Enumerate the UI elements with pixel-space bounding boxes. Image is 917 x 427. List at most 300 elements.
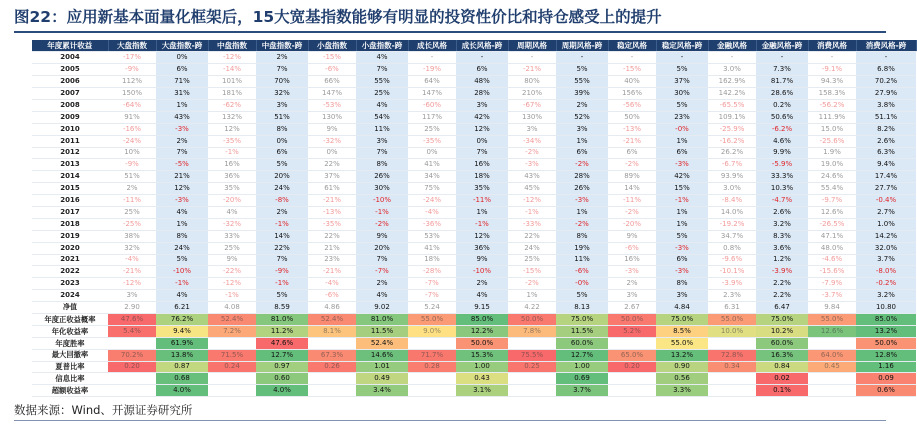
table-cell: 7% (456, 147, 508, 159)
table-cell: 6% (456, 64, 508, 76)
table-cell: 2.7% (856, 206, 916, 218)
table-cell: 9.4% (856, 159, 916, 171)
table-cell: -25.9% (708, 123, 756, 135)
metric-cell: 50.0% (856, 337, 916, 349)
table-cell: -4% (408, 206, 456, 218)
metric-cell: 67.3% (308, 349, 356, 361)
table-cell: 5% (556, 290, 608, 302)
table-cell: -11% (456, 195, 508, 207)
table-cell: -65.5% (708, 99, 756, 111)
table-cell: -13% (608, 123, 656, 135)
column-header: 大盘指数-跨 (156, 40, 208, 52)
table-cell: 91% (108, 111, 156, 123)
table-cell: -5.9% (756, 159, 808, 171)
metric-cell: 3.4% (356, 385, 408, 397)
metric-cell: 1.16 (856, 361, 916, 373)
metric-cell: 55.0% (708, 313, 756, 325)
table-cell: 5% (156, 254, 208, 266)
metric-cell: 13.8% (156, 349, 208, 361)
metric-cell (508, 373, 556, 385)
table-cell: 1.2% (756, 254, 808, 266)
table-cell: 30% (656, 88, 708, 100)
metric-cell: 0.68 (156, 373, 208, 385)
table-cell: 3% (508, 123, 556, 135)
table-cell: -1% (356, 206, 408, 218)
table-cell: 5% (256, 290, 308, 302)
table-cell: -4% (308, 278, 356, 290)
table-row (32, 76, 916, 88)
table-cell: -53% (308, 99, 356, 111)
table-cell: 40% (608, 76, 656, 88)
table-cell: 52% (556, 111, 608, 123)
table-cell: 5% (256, 159, 308, 171)
table-cell: -10.1% (708, 266, 756, 278)
column-header: 成长风格-跨 (456, 40, 508, 52)
row-label: 2006 (32, 76, 108, 88)
metric-cell: 85.0% (856, 313, 916, 325)
table-cell: -3.7% (808, 290, 856, 302)
table-cell: 50% (608, 111, 656, 123)
table-cell: 6% (256, 147, 308, 159)
table-cell: 10% (108, 147, 156, 159)
table-cell: 3.7% (856, 254, 916, 266)
table-cell: 89% (608, 171, 656, 183)
table-cell: 2% (608, 278, 656, 290)
metric-cell: 0.20 (608, 361, 656, 373)
table-row (32, 302, 916, 314)
metric-cell: 75.0% (756, 313, 808, 325)
table-cell: 3.2% (856, 290, 916, 302)
column-header: 稳定风格-跨 (656, 40, 708, 52)
table-cell: 23% (656, 111, 708, 123)
table-cell: -67% (508, 99, 556, 111)
table-cell: 1% (656, 218, 708, 230)
table-cell: -21% (608, 135, 656, 147)
table-cell: -34% (508, 135, 556, 147)
table-cell: 42% (456, 111, 508, 123)
table-cell: 0% (256, 135, 308, 147)
table-cell: - (708, 52, 756, 64)
metric-cell: 85.0% (456, 313, 508, 325)
table-cell: -7% (408, 278, 456, 290)
table-cell: 47.1% (808, 230, 856, 242)
metric-cell: 15.3% (456, 349, 508, 361)
metric-row (32, 313, 916, 325)
metric-cell (408, 337, 456, 349)
metric-cell: 3.7% (556, 385, 608, 397)
source-note: 数据来源：Wind、开源证券研究所 (14, 403, 193, 417)
metric-cell: 11.5% (356, 325, 408, 337)
table-row (32, 266, 916, 278)
metric-cell: 0.49 (356, 373, 408, 385)
table-cell: 1% (508, 290, 556, 302)
table-cell: -21% (508, 64, 556, 76)
metric-cell: 70.2% (108, 349, 156, 361)
table-cell: 12% (208, 123, 256, 135)
table-cell: - (456, 52, 508, 64)
row-label: 2005 (32, 64, 108, 76)
table-cell: -3.9% (708, 278, 756, 290)
metric-cell: 1.00 (556, 361, 608, 373)
table-cell: 8% (256, 123, 308, 135)
table-cell: 32% (108, 242, 156, 254)
table-cell: 2.67 (608, 302, 656, 314)
metric-cell: 75.0% (656, 313, 708, 325)
metric-row (32, 385, 916, 397)
table-cell: -7% (356, 266, 408, 278)
table-cell: 9% (608, 230, 656, 242)
table-cell: 54% (356, 111, 408, 123)
table-cell: 61% (308, 183, 356, 195)
metric-cell (208, 373, 256, 385)
table-cell: - (856, 52, 916, 64)
row-label: 2021 (32, 254, 108, 266)
table-cell: -25.6% (808, 135, 856, 147)
table-cell: 112% (108, 76, 156, 88)
table-row (32, 230, 916, 242)
table-cell: 37% (656, 76, 708, 88)
table-cell: -1% (508, 206, 556, 218)
table-cell: 3% (256, 99, 308, 111)
table-cell: 8% (556, 230, 608, 242)
metric-cell (308, 373, 356, 385)
table-cell: 18% (408, 254, 456, 266)
table-cell: 75% (408, 183, 456, 195)
table-cell: 1% (556, 135, 608, 147)
row-label: 2016 (32, 195, 108, 207)
metric-label: 年度胜率 (32, 337, 108, 349)
table-cell: -0.2% (856, 278, 916, 290)
table-cell: 64% (408, 76, 456, 88)
table-cell: 18% (456, 171, 508, 183)
row-label: 2018 (32, 218, 108, 230)
table-cell: 101% (208, 76, 256, 88)
table-cell: 24% (508, 242, 556, 254)
column-header: 中盘指数 (208, 40, 256, 52)
table-cell: 0% (308, 147, 356, 159)
table-cell: 4% (356, 290, 408, 302)
table-cell: -3% (508, 159, 556, 171)
table-cell: -3% (156, 123, 208, 135)
table-cell: 66% (308, 76, 356, 88)
metric-cell: 3.1% (456, 385, 508, 397)
table-cell: -3% (656, 266, 708, 278)
metric-row (32, 349, 916, 361)
table-cell: -7.9% (808, 278, 856, 290)
table-cell: -33% (508, 218, 556, 230)
table-header-row (32, 40, 916, 52)
table-cell: 2.6% (856, 135, 916, 147)
table-cell: 25% (508, 254, 556, 266)
table-cell: 5% (656, 230, 708, 242)
metric-cell: 0.6% (856, 385, 916, 397)
table-cell: -35% (408, 135, 456, 147)
table-row (32, 88, 916, 100)
table-cell: 16% (208, 159, 256, 171)
metric-cell: 61.9% (156, 337, 208, 349)
table-cell: 12% (456, 230, 508, 242)
table-cell: -28% (408, 266, 456, 278)
table-cell: -12% (508, 195, 556, 207)
table-cell: -22% (208, 266, 256, 278)
metric-cell: 9.0% (408, 325, 456, 337)
column-header: 周期风格-跨 (556, 40, 608, 52)
table-cell: 53% (408, 230, 456, 242)
metric-cell: 75.0% (556, 313, 608, 325)
metric-cell (608, 373, 656, 385)
table-cell: 24% (256, 183, 308, 195)
table-cell: 8.3% (756, 230, 808, 242)
table-cell: 26% (556, 183, 608, 195)
table-cell: -35% (208, 135, 256, 147)
metric-cell (108, 373, 156, 385)
table-cell: 34% (408, 171, 456, 183)
metric-cell: 0.97 (256, 361, 308, 373)
table-row (32, 123, 916, 135)
table-cell: -17% (108, 52, 156, 64)
table-cell: 48% (456, 76, 508, 88)
metric-cell: 5.4% (108, 325, 156, 337)
table-cell: 162.9% (708, 76, 756, 88)
metric-cell: 1.00 (456, 361, 508, 373)
table-cell: 4.86 (308, 302, 356, 314)
metric-cell: 60.0% (556, 337, 608, 349)
metric-cell: 0.45 (808, 361, 856, 373)
table-cell: -6% (308, 290, 356, 302)
table-cell: 41% (408, 242, 456, 254)
source-rule (14, 420, 886, 421)
metric-label: 年度正收益概率 (32, 313, 108, 325)
table-cell: 4.22 (508, 302, 556, 314)
table-cell: 3.8% (856, 99, 916, 111)
table-cell: 0% (456, 135, 508, 147)
table-cell: -64% (108, 99, 156, 111)
metric-cell: 71.5% (208, 349, 256, 361)
metric-cell: 81.0% (256, 313, 308, 325)
table-cell: 6.31 (708, 302, 756, 314)
table-cell: 0% (156, 52, 208, 64)
metric-row (32, 373, 916, 385)
table-cell: 51.1% (856, 111, 916, 123)
row-label: 2014 (32, 171, 108, 183)
table-cell: 26.2% (708, 147, 756, 159)
table-row (32, 218, 916, 230)
table-cell: 8% (356, 159, 408, 171)
metric-label: 信息比率 (32, 373, 108, 385)
metric-label: 年化收益率 (32, 325, 108, 337)
column-header: 小盘指数 (308, 40, 356, 52)
table-cell: 7% (356, 147, 408, 159)
table-cell: 4.6% (756, 135, 808, 147)
table-cell: 27.7% (856, 183, 916, 195)
metric-cell: 75.5% (508, 349, 556, 361)
table-cell: 45% (508, 183, 556, 195)
table-cell: 2% (256, 206, 308, 218)
table-cell: 35% (208, 183, 256, 195)
metric-row (32, 337, 916, 349)
metric-cell: 0.56 (656, 373, 708, 385)
table-row (32, 64, 916, 76)
metric-cell: 10.2% (756, 325, 808, 337)
table-cell: -36% (408, 218, 456, 230)
table-cell: -0% (656, 123, 708, 135)
table-cell: 25% (108, 206, 156, 218)
metric-cell: 7.2% (208, 325, 256, 337)
table-cell: -1% (208, 147, 256, 159)
table-cell: 1% (456, 206, 508, 218)
metric-cell: 55.0% (656, 337, 708, 349)
table-row (32, 171, 916, 183)
metric-label: 最大回撤率 (32, 349, 108, 361)
metric-cell: 65.0% (608, 349, 656, 361)
table-cell: 6% (156, 64, 208, 76)
metric-cell: 0.43 (456, 373, 508, 385)
table-cell: 6.3% (856, 147, 916, 159)
table-cell: 39% (556, 88, 608, 100)
table-cell: 2.2% (756, 278, 808, 290)
table-cell: -2% (508, 147, 556, 159)
table-cell: - (508, 52, 556, 64)
row-label: 净值 (32, 302, 108, 314)
table-cell: 2% (108, 183, 156, 195)
table-cell: 3% (656, 290, 708, 302)
table-cell: 38% (108, 230, 156, 242)
table-cell: 15% (656, 183, 708, 195)
table-cell: -16.2% (708, 135, 756, 147)
metric-cell: 47.6% (256, 337, 308, 349)
metric-cell: 0.69 (556, 373, 608, 385)
table-row (32, 254, 916, 266)
row-label: 2017 (32, 206, 108, 218)
table-cell: 37% (308, 171, 356, 183)
metric-cell: 0.28 (408, 361, 456, 373)
row-label: 2013 (32, 159, 108, 171)
table-cell: 21% (156, 171, 208, 183)
table-cell: 12% (156, 183, 208, 195)
table-cell: 2% (156, 135, 208, 147)
table-cell: -15% (308, 52, 356, 64)
table-cell: 32.0% (856, 242, 916, 254)
table-cell: 10.3% (756, 183, 808, 195)
table-cell: 9% (456, 254, 508, 266)
table-cell: -56% (608, 99, 656, 111)
metric-cell: 12.6% (808, 325, 856, 337)
row-label: 2007 (32, 88, 108, 100)
table-cell: -15% (508, 266, 556, 278)
column-header: 金融风格-跨 (756, 40, 808, 52)
table-cell: 11% (356, 123, 408, 135)
metric-row (32, 325, 916, 337)
table-cell: 36% (208, 171, 256, 183)
table-cell: 55.4% (808, 183, 856, 195)
metric-cell (508, 385, 556, 397)
metric-cell: 0.25 (508, 361, 556, 373)
table-cell: 16% (608, 254, 656, 266)
table-cell: 150% (108, 88, 156, 100)
metric-cell: 50.0% (456, 337, 508, 349)
column-header: 金融风格 (708, 40, 756, 52)
table-cell: 9.02 (356, 302, 408, 314)
table-cell: -21% (108, 266, 156, 278)
table-cell: -24% (108, 135, 156, 147)
table-cell: 22% (308, 159, 356, 171)
table-row (32, 147, 916, 159)
table-cell: 70.2% (856, 76, 916, 88)
metric-cell (308, 337, 356, 349)
table-cell: -12% (208, 52, 256, 64)
table-cell: -11% (608, 195, 656, 207)
metric-cell: 0.34 (708, 361, 756, 373)
table-cell: 9% (308, 123, 356, 135)
table-cell: -26.5% (808, 218, 856, 230)
metric-cell (408, 373, 456, 385)
table-cell: 33.3% (756, 171, 808, 183)
table-cell: 111.9% (808, 111, 856, 123)
table-cell: 23% (308, 254, 356, 266)
metric-cell: 11.2% (256, 325, 308, 337)
table-cell: -20% (608, 218, 656, 230)
table-cell: 2.2% (756, 290, 808, 302)
table-cell: 12% (456, 123, 508, 135)
metric-cell: 12.7% (556, 349, 608, 361)
table-cell: 22% (308, 230, 356, 242)
table-cell: -2% (508, 278, 556, 290)
table-cell: -9.7% (808, 195, 856, 207)
figure-title: 图22：应用新基本面量化框架后，15大宽基指数能够有明显的投资性价比和持仓感受上的提升 (14, 8, 662, 26)
table-cell: 31% (156, 88, 208, 100)
table-cell: -6% (308, 64, 356, 76)
metric-cell: 0.20 (108, 361, 156, 373)
table-cell: -0% (556, 278, 608, 290)
table-cell: 2.6% (756, 206, 808, 218)
table-cell: -2% (356, 218, 408, 230)
table-cell: -15.6% (808, 266, 856, 278)
metric-cell: 0.24 (208, 361, 256, 373)
table-cell: 41% (408, 159, 456, 171)
table-cell: 4.84 (656, 302, 708, 314)
table-row (32, 206, 916, 218)
table-cell: -4.7% (756, 195, 808, 207)
table-cell: 25% (408, 123, 456, 135)
table-cell: -2% (608, 159, 656, 171)
table-cell: -10% (456, 266, 508, 278)
table-cell: 1% (156, 99, 208, 111)
table-cell: 32% (256, 88, 308, 100)
table-cell: 8.13 (556, 302, 608, 314)
metric-cell: 8.1% (308, 325, 356, 337)
column-header: 成长风格 (408, 40, 456, 52)
metric-cell (608, 337, 656, 349)
metric-cell: 52.4% (356, 337, 408, 349)
table-cell: 71% (156, 76, 208, 88)
table-cell: 48.0% (808, 242, 856, 254)
metric-cell (808, 337, 856, 349)
table-cell: -9.6% (708, 254, 756, 266)
metric-cell: 4.0% (156, 385, 208, 397)
table-cell: 1.0% (856, 218, 916, 230)
table-cell: 26% (356, 171, 408, 183)
metric-cell: 52.4% (308, 313, 356, 325)
table-cell: 0% (408, 147, 456, 159)
table-cell: 55% (556, 76, 608, 88)
table-cell: 1% (656, 135, 708, 147)
metric-cell (408, 385, 456, 397)
table-cell: 51% (108, 171, 156, 183)
table-cell: 156% (608, 88, 656, 100)
metric-cell: 72.8% (708, 349, 756, 361)
metric-cell (808, 385, 856, 397)
metric-cell: 10.0% (708, 325, 756, 337)
